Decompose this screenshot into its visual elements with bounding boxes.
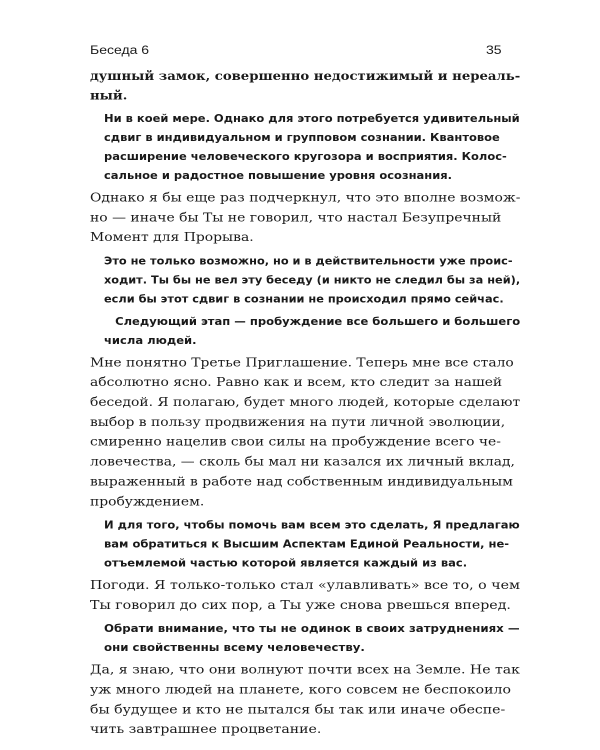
text-line: Это не только возможно, но и в действительности уже проис- [104, 254, 513, 268]
text-line: И для того, чтобы помочь вам всем это сделать, Я предлагаю [104, 518, 520, 532]
paragraph-god [104, 109, 557, 185]
text-line: вам обратиться к Высшим Аспектам Единой Реальности, не- [104, 537, 510, 551]
text-line: чить завтрашнее процветание. [90, 722, 322, 737]
text-line: если бы этот сдвиг в сознании не происходил прямо сейчас. [104, 292, 504, 306]
text-line: Ни в коей мере. Однако для этого потребуется удивительный [104, 111, 520, 125]
book-page [0, 9, 600, 737]
text-line: расширение человеческого кругозора и восприятия. Колос- [104, 149, 507, 163]
text-line: Мне понятно Третье Приглашение. Теперь мне все стало [90, 355, 514, 370]
running-header-chapter: Беседа 6 [90, 42, 150, 57]
paragraph-human [90, 189, 538, 249]
paragraph-human [90, 576, 530, 616]
text-line: Погоди. Я только-только стал «улавливать» все то, о чем [90, 578, 520, 593]
text-line: Ты говорил до сих пор, а Ты уже снова рвешься вперед. [90, 598, 511, 613]
text-line: сальное и радостное повышение уровня осознания. [104, 168, 453, 182]
text-line: уж много людей на планете, кого совсем не беспокоило [90, 683, 511, 697]
paragraph-god [104, 312, 554, 350]
page-number: 35 [486, 42, 502, 57]
text-line: смиренно нацелив свои силы на пробуждение всего че- [90, 435, 501, 450]
paragraph-god [104, 619, 546, 657]
text-line: бы будущее и кто не пытался бы так или иначе обеспе- [90, 702, 506, 717]
paragraph-human [90, 353, 540, 512]
text-line: сдвиг в индивидуальном и групповом сознании. Квантовое [104, 130, 500, 144]
paragraph-human [90, 661, 533, 740]
text-line: выраженный в работе над собственным индивидуальным [90, 475, 513, 489]
text-line: беседой. Я полагаю, будет много людей, которые сделают [90, 395, 521, 410]
text-line: выбор в пользу продвижения на пути личной эволюции, [90, 415, 506, 430]
text-line: Следующий этап — пробуждение все большего и большего [115, 314, 521, 328]
paragraph-god [104, 516, 556, 573]
text-line: они свойственны всему человечеству. [104, 640, 365, 654]
paragraph-human [90, 66, 562, 106]
text-line: ный. [90, 88, 128, 104]
text-line: но — иначе бы Ты не говорил, что настал Безупречный [90, 210, 502, 225]
text-line: Момент для Прорыва. [90, 230, 254, 245]
text-line: Однако я бы еще раз подчеркнул, что это вполне возмож- [90, 191, 521, 205]
text-line: отъемлемой частью которой является каждый из вас. [104, 556, 468, 570]
text-line: пробуждением. [90, 494, 205, 509]
text-line: Обрати внимание, что ты не одинок в своих затруднениях — [104, 621, 520, 635]
text-line: числа людей. [104, 333, 197, 347]
paragraph-god [104, 252, 563, 309]
text-line: ловечества, — сколь бы мал ни казался их личный вклад, [90, 455, 515, 470]
text-line: душный замок, совершенно недостижимый и нереаль- [90, 68, 521, 84]
text-line: Да, я знаю, что они волнуют почти всех на Земле. Не так [90, 663, 520, 678]
text-line: ходит. Ты бы не вел эту беседу (и никто не следил бы за ней), [104, 273, 521, 287]
text-line: абсолютно ясно. Равно как и всем, кто следит за нашей [90, 375, 503, 390]
